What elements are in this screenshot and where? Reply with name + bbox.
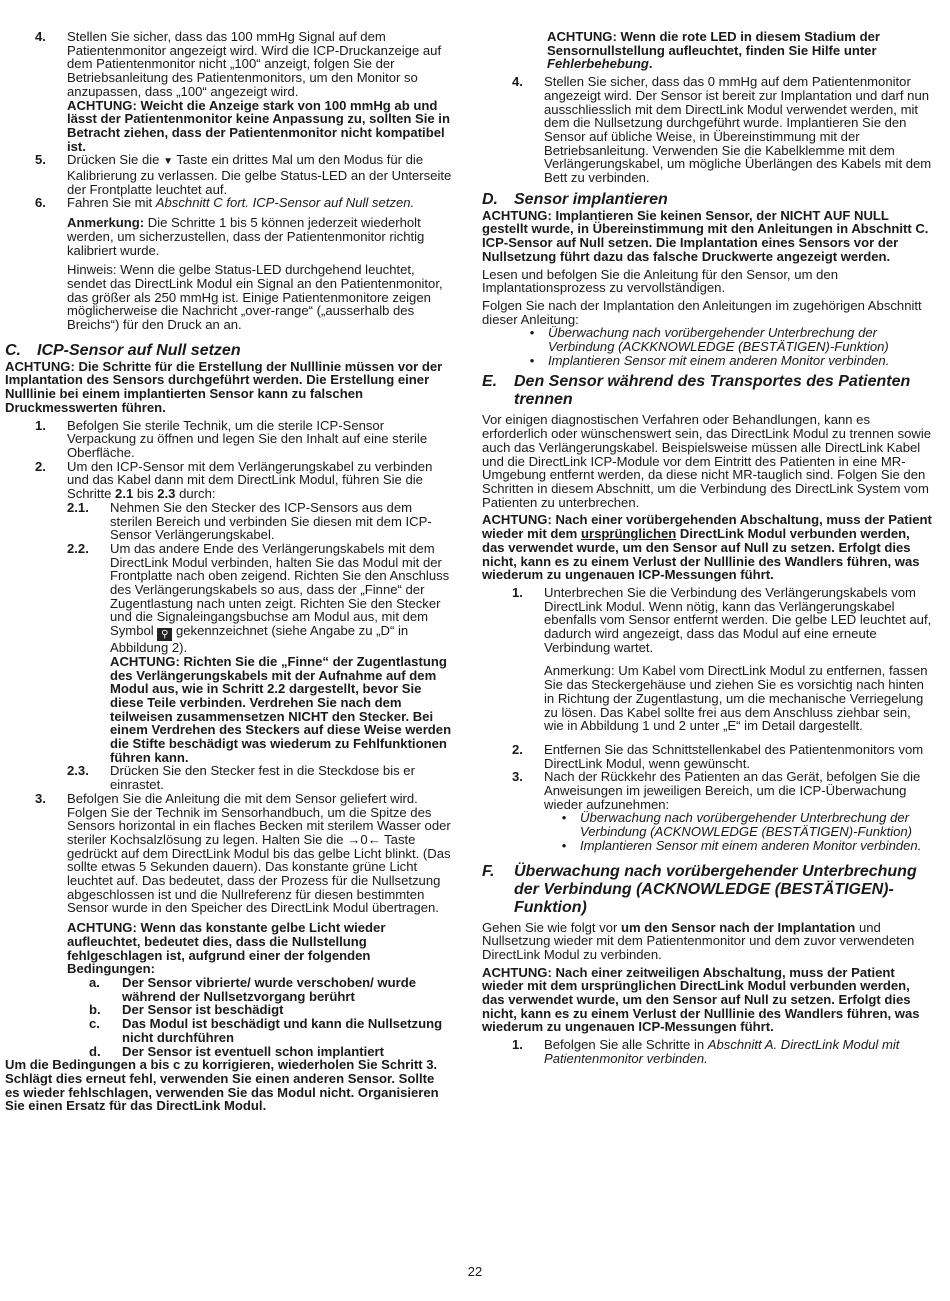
text-fragment: bis: [136, 486, 154, 502]
substep-number: 2.2.: [67, 540, 89, 556]
condition-letter: b.: [89, 1002, 101, 1018]
step-number: 2.: [35, 458, 46, 474]
text-fragment: Drücken Sie die: [67, 152, 160, 168]
condition-text: Der Sensor vibrierte/ wurde verschoben/ wurde während der Nullsetzvorgang berührt: [122, 975, 416, 1004]
substep-text: Nehmen Sie den Stecker des ICP-Sensors aus dem sterilen Bereich und verbinden Sie diesen mit dem ICP-Sensor Verlängerungskabel.: [110, 499, 432, 543]
text-fragment: .: [648, 56, 653, 72]
text-fragment: Befolgen Sie alle Schritte in: [544, 1037, 705, 1053]
step-text: Befolgen Sie sterile Technik, um die sterile ICP-Sensor Verpackung zu öffnen und legen Sie den Inhalt auf eine sterile Oberfläche.: [67, 417, 428, 460]
section-reference: Abschnitt A. DirectLink Modul mit Patientenmonitor verbinden.: [544, 1037, 900, 1066]
step-text: [544, 1038, 934, 1065]
bullet-text: Implantieren Sensor mit einem anderen Monitor verbinden.: [580, 837, 922, 853]
bullet-text: Implantieren Sensor mit einem anderen Monitor verbinden.: [548, 352, 890, 368]
right-column: [482, 30, 934, 1066]
step-number: 6.: [35, 195, 46, 211]
step-text: Stellen Sie sicher, dass das 0 mmHg auf dem Patientenmonitor angezeigt wird. Der Sensor ist bereit zur Implantation und darf nun ausschliesslich mit dem DirectLink Modul verwendet werden, mit dem die Nullsetzung durchgeführt wurde. Implantieren Sie den Sensor auf übliche Weise, in Übereinstimmung mit der Betriebsanleitung. Verwenden Sie die Kabelklemme mit dem Verlängerungskabel, um mögliche Überlängen des Kabels mit dem Bett zu verbinden.: [544, 74, 932, 186]
warning-text: ACHTUNG: Weicht die Anzeige stark von 100 mmHg ab und lässt der Patientenmonitor keine Anpassung zu, sollten Sie in Betracht ziehen, dass der Patientenmonitor nicht kompatibel ist.: [67, 97, 450, 154]
section-reference: Abschnitt C fort. ICP-Sensor auf Null setzen.: [155, 195, 415, 211]
text-fragment: DirectLink Modul verbunden werden, das verwendet wurde, um den Sensor auf Null zu setzen. Erfolgt dies nicht, kann es zu einem Verlust der Nulllinie des Wandlers führen, was wiederum zu ungenauen ICP-Messungen führt.: [482, 526, 920, 583]
bullet-item: [544, 839, 934, 853]
condition-item: [89, 1017, 452, 1044]
bullet-icon: •: [561, 837, 567, 853]
text-fragment: um den Sensor nach der Implantation: [621, 919, 856, 935]
section-c-heading: [5, 342, 452, 360]
text-fragment: Um den ICP-Sensor mit dem Verlängerungskabel zu verbinden und das Kabel dann mit dem DirectLink Modul, führen Sie die Schritte: [67, 458, 433, 502]
step-text: Stellen Sie sicher, dass das 100 mmHg Signal auf dem Patientenmonitor angezeigt wird. Wird die ICP-Druckanzeige auf dem Patientenmonitor nicht „100“ anzeigt, folgen Sie der Betriebsanleitung des Patientenmonitors, um den Monitor so anzupassen, dass „100“ angezeigt wird.: [67, 29, 442, 99]
section-title: ICP-Sensor auf Null setzen: [37, 341, 241, 359]
section-f-warning: ACHTUNG: Nach einer zeitweiligen Abschaltung, muss der Patient wieder mit dem ursprünglichen DirectLink Modul verbunden werden, das verwendet wurde, um den Sensor auf Null zu setzen. Erfolgt dies nicht, kann es zu einem Verlust der Nulllinie des Wandlers führen, was wiederum zu ungenauen ICP-Messungen führt.: [482, 964, 920, 1035]
conditions-list: [67, 976, 452, 1058]
section-letter: E.: [482, 373, 498, 391]
step-number: 3.: [35, 790, 46, 806]
bullet-icon: •: [561, 810, 567, 826]
condition-item: [89, 976, 452, 1003]
step-number: 1.: [35, 417, 46, 433]
step-number: 3.: [512, 769, 523, 785]
step-text: [67, 460, 452, 501]
text-fragment: Befolgen Sie die Anleitung die mit dem Sensor geliefert wird. Folgen Sie der Technik im Sensorhandbuch, um die Spitze des Sensors horizontal in ein flaches Becken mit sterilem Wasser oder steriler Kochsalzlösung zu legen. Halten Sie die: [67, 790, 451, 847]
note: Anmerkung: Um Kabel vom DirectLink Modul zu entfernen, fassen Sie das Steckergehäuse und ziehen Sie es vorsichtig nach hinten in Richtung der Zugentlastung, um die mechanische Verriegelung zu lösen. Das Kabel sollte frei aus dem Anschluss ziehbar sein, wie in Abbildung 1 und 2 unter „E“ im Detail dargestellt.: [544, 663, 928, 734]
step-6: [5, 196, 452, 331]
text-fragment: ursprünglichen: [580, 526, 677, 542]
condition-text: Der Sensor ist eventuell schon implantiert: [122, 1043, 384, 1059]
substep-text: Drücken Sie den Stecker fest in die Steckdose bis er einrastet.: [110, 763, 415, 793]
bullet-icon: •: [529, 352, 535, 368]
warning-text: ACHTUNG: Wenn das konstante gelbe Licht wieder aufleuchtet, bedeutet dies, dass die Nullstellung fehlgeschlagen ist, aufgrund einer der folgenden Bedingungen:: [67, 920, 386, 977]
zero-button-icon: →0←: [347, 831, 381, 847]
text-fragment: ACHTUNG: Nach einer vorübergehenden Abschaltung, muss der Patient wieder mit dem: [482, 512, 932, 542]
step-number: 5.: [35, 152, 46, 168]
section-e-heading: [482, 373, 934, 409]
text-fragment: Gehen Sie wie folgt vor: [482, 919, 618, 935]
section-c-warning: ACHTUNG: Die Schritte für die Erstellung der Nulllinie müssen vor der Implantation des Sensors durchgeführt werden. Die Erstellung einer Nulllinie bei einem implantierten Sensor kann zu falschen Druckmesswerten führen.: [5, 358, 443, 415]
condition-item: [89, 1003, 452, 1017]
hint: Hinweis: Wenn die gelbe Status-LED durchgehend leuchtet, sendet das DirectLink Modul ein Signal an den Patientenmonitor, das größer als 250 mmHg ist. Einige Patientenmonitore zeigen möglicherweise die Nachricht „over-range“ („ausserhalb des Breichs“) für den Druck an an.: [67, 262, 443, 333]
section-d-heading: [482, 191, 934, 209]
substep-text: [110, 542, 452, 655]
page-number: 22: [467, 1264, 483, 1279]
step-text: Nach der Rückkehr des Patienten an das Gerät, befolgen Sie die Anweisungen im jeweiligen Bereich, um die ICP-Überwachung wieder aufzunehmen:: [544, 769, 921, 812]
step-number: 1.: [512, 1037, 523, 1053]
bullet-icon: •: [529, 325, 535, 341]
section-title: Sensor implantieren: [514, 190, 668, 208]
condition-text: Der Sensor ist beschädigt: [122, 1002, 284, 1018]
step-e2: [482, 743, 934, 770]
note-label: Anmerkung:: [67, 215, 145, 231]
note: [67, 216, 452, 257]
text-fragment: und Nullsetzung wieder mit dem Patientenmonitor und dem zuvor verwendeten DirectLink Modul zu verbinden.: [482, 919, 915, 962]
down-arrow-icon: ▼: [163, 156, 173, 168]
bullet-text: Überwachung nach vorübergehender Unterbrechung der Verbindung (ACKNOWLEDGE (BESTÄTIGEN)-Funktion): [580, 810, 913, 840]
condition-letter: c.: [89, 1016, 100, 1032]
left-column: [5, 30, 452, 1113]
condition-letter: d.: [89, 1043, 101, 1059]
section-letter: F.: [482, 862, 495, 880]
step-ref: 2.3: [157, 486, 176, 502]
text-fragment: Taste gedrückt auf dem DirectLink Modul bis das gelbe Licht blinkt. (Das sollte etwas 5 Sekunden dauern). Das konstante grüne Licht leuchtet auf. Das bedeutet, dass der Prozess für die Nullsetzung abgeschlossen ist und die Nullreferenz für diesen bestimmten Sensor wurde in den Speicher des DirectLink Modul übertragen.: [67, 831, 451, 916]
bullet-item: [544, 811, 934, 838]
condition-text: Das Modul ist beschädigt und kann die Nullsetzung nicht durchführen: [122, 1016, 443, 1045]
section-reference: Fehlerbehebung: [547, 56, 649, 72]
step-r4: [482, 75, 934, 185]
text-fragment: Taste ein drittes Mal um den Modus für die Kalibrierung zu verlassen. Die gelbe Status-LED an der Unterseite der Frontplatte leuchtet auf.: [67, 152, 452, 197]
substep-number: 2.3.: [67, 763, 89, 779]
step-text: [67, 792, 452, 915]
section-title: Überwachung nach vorübergehender Unterbrechung der Verbindung (ACKNOWLEDGE (BESTÄTIGEN)-Funktion): [514, 862, 917, 916]
paragraph: [482, 921, 934, 962]
step-c2: [5, 460, 452, 792]
text-fragment: Um das andere Ende des Verlängerungskabels mit dem DirectLink Modul verbinden, halten Sie das Modul mit der Frontplatte nach oben zeigend. Richten Sie den Anschluss des Verlängerungskabels so aus, dass der „Finne“ der Zugentlastung nach unten zeigt. Richten Sie den Stecker und die Signaleingangsbuchse am Modul aus, mit dem Symbol: [110, 540, 450, 639]
step-f1: [482, 1038, 934, 1065]
step-ref: 2.1: [115, 486, 134, 502]
condition-letter: a.: [89, 975, 100, 990]
step-number: 4.: [512, 74, 523, 90]
paragraph: Folgen Sie nach der Implantation den Anleitungen im zugehörigen Abschnitt dieser Anleitung:: [482, 297, 922, 327]
section-title: Den Sensor während des Transportes des Patienten trennen: [514, 373, 911, 409]
step-5: [5, 153, 452, 196]
step-4: [5, 30, 452, 153]
step-text: Unterbrechen Sie die Verbindung des Verlängerungskabels vom DirectLink Modul. Wenn nötig, kann das Verlängerungskabel ebenfalls vom Sensor entfernt werden. Die gelbe LED leuchtet auf, dadurch wird angezeigt, dass das Modul auf eine erneute Verbindung wartet.: [544, 584, 932, 655]
step-e3: [482, 770, 934, 852]
step-number: 2.: [512, 741, 523, 757]
step-e1: [482, 586, 934, 733]
bullet-item: [482, 326, 934, 353]
step-number: 1.: [512, 584, 523, 600]
text-fragment: durch:: [179, 486, 216, 502]
step-text: [67, 153, 452, 196]
section-letter: D.: [482, 190, 498, 208]
condition-item: [89, 1045, 452, 1059]
top-warning: [482, 30, 934, 71]
bullet-text: Überwachung nach vorübergehender Unterbrechung der Verbindung (ACKKNOWLEDGE (BESTÄTIGEN)-Funktion): [548, 325, 889, 355]
section-f-heading: [482, 863, 934, 917]
substep-2-1: [67, 501, 452, 542]
bullet-item: [482, 354, 934, 368]
paragraph: Vor einigen diagnostischen Verfahren oder Behandlungen, kann es erforderlich oder wünschenswert sein, das DirectLink Modul zu trennen sowie auch das Verlängerungskabel. Beispielsweise müssen alle DirectLink Kabel und die DirectLink ICP-Module vor dem Eintritt des Patienten in eine MR-Umgebung entfernt werden, da diese nicht MR-tauglich sind. Folgen Sie den Schritten in diesem Abschnitt, um die Verbindung des DirectLink System vom Patienten zu unterbrechen.: [482, 412, 932, 510]
warning-text: ACHTUNG: Richten Sie die „Finne“ der Zugentlastung des Verlängerungskabels mit der Aufnahme auf dem Modul aus, wie in Schritt 2.2 dargestellt, bevor Sie diese Teile verbinden. Verdrehen Sie nach dem teilweisen zusammensetzen NICHT den Stecker. Bei einem Verdrehen des Steckers auf diese Weise werden die Stifte beschädigt was wiederum zu Fehlfunktionen führen kann.: [110, 653, 452, 765]
substep-2-2: [67, 542, 452, 765]
section-letter: C.: [5, 341, 21, 359]
conditions-tail: Um die Bedingungen a bis c zu korrigieren, wiederholen Sie Schritt 3. Schlägt dies erneut fehl, verwenden Sie einen anderen Sensor. Sollte es wieder fehlschlagen, verwenden Sie das Modul nicht. Organisieren Sie einen Ersatz für das DirectLink Modul.: [5, 1057, 439, 1114]
step-c1: [5, 419, 452, 460]
substep-2-3: [67, 764, 452, 791]
section-e-warning: [482, 513, 934, 582]
step-text: [67, 196, 452, 210]
step-number: 4.: [35, 29, 46, 44]
paragraph: Lesen und befolgen Sie die Anleitung für den Sensor, um den Implantationsprozess zu vervollständigen.: [482, 266, 838, 296]
signal-input-icon: ⚲: [157, 628, 172, 641]
step-text: Entfernen Sie das Schnittstellenkabel des Patientenmonitors vom DirectLink Modul, wenn gewünscht.: [544, 741, 924, 771]
text-fragment: Fahren Sie mit: [67, 195, 153, 211]
step-c3: [5, 792, 452, 1058]
note-text: Die Schritte 1 bis 5 können jederzeit wiederholt werden, um sicherzustellen, dass der Patientenmonitor richtig kalibriert wurde.: [67, 215, 425, 258]
text-fragment: gekennzeichnet (siehe Angabe zu „D“ in Abbildung 2).: [110, 623, 409, 656]
text-fragment: ACHTUNG: Wenn die rote LED in diesem Stadium der Sensornullstellung aufleuchtet, finden Sie Hilfe unter: [547, 29, 880, 58]
substep-number: 2.1.: [67, 499, 89, 515]
section-d-warning: ACHTUNG: Implantieren Sie keinen Sensor, der NICHT AUF NULL gestellt wurde, in Übereinstimmung mit den Anleitungen in Abschnitt C. ICP-Sensor auf Null setzen. Die Implantation eines Sensors vor der Nullsetzung führt dazu das falsche Druckwerte angezeigt werden.: [482, 207, 929, 264]
